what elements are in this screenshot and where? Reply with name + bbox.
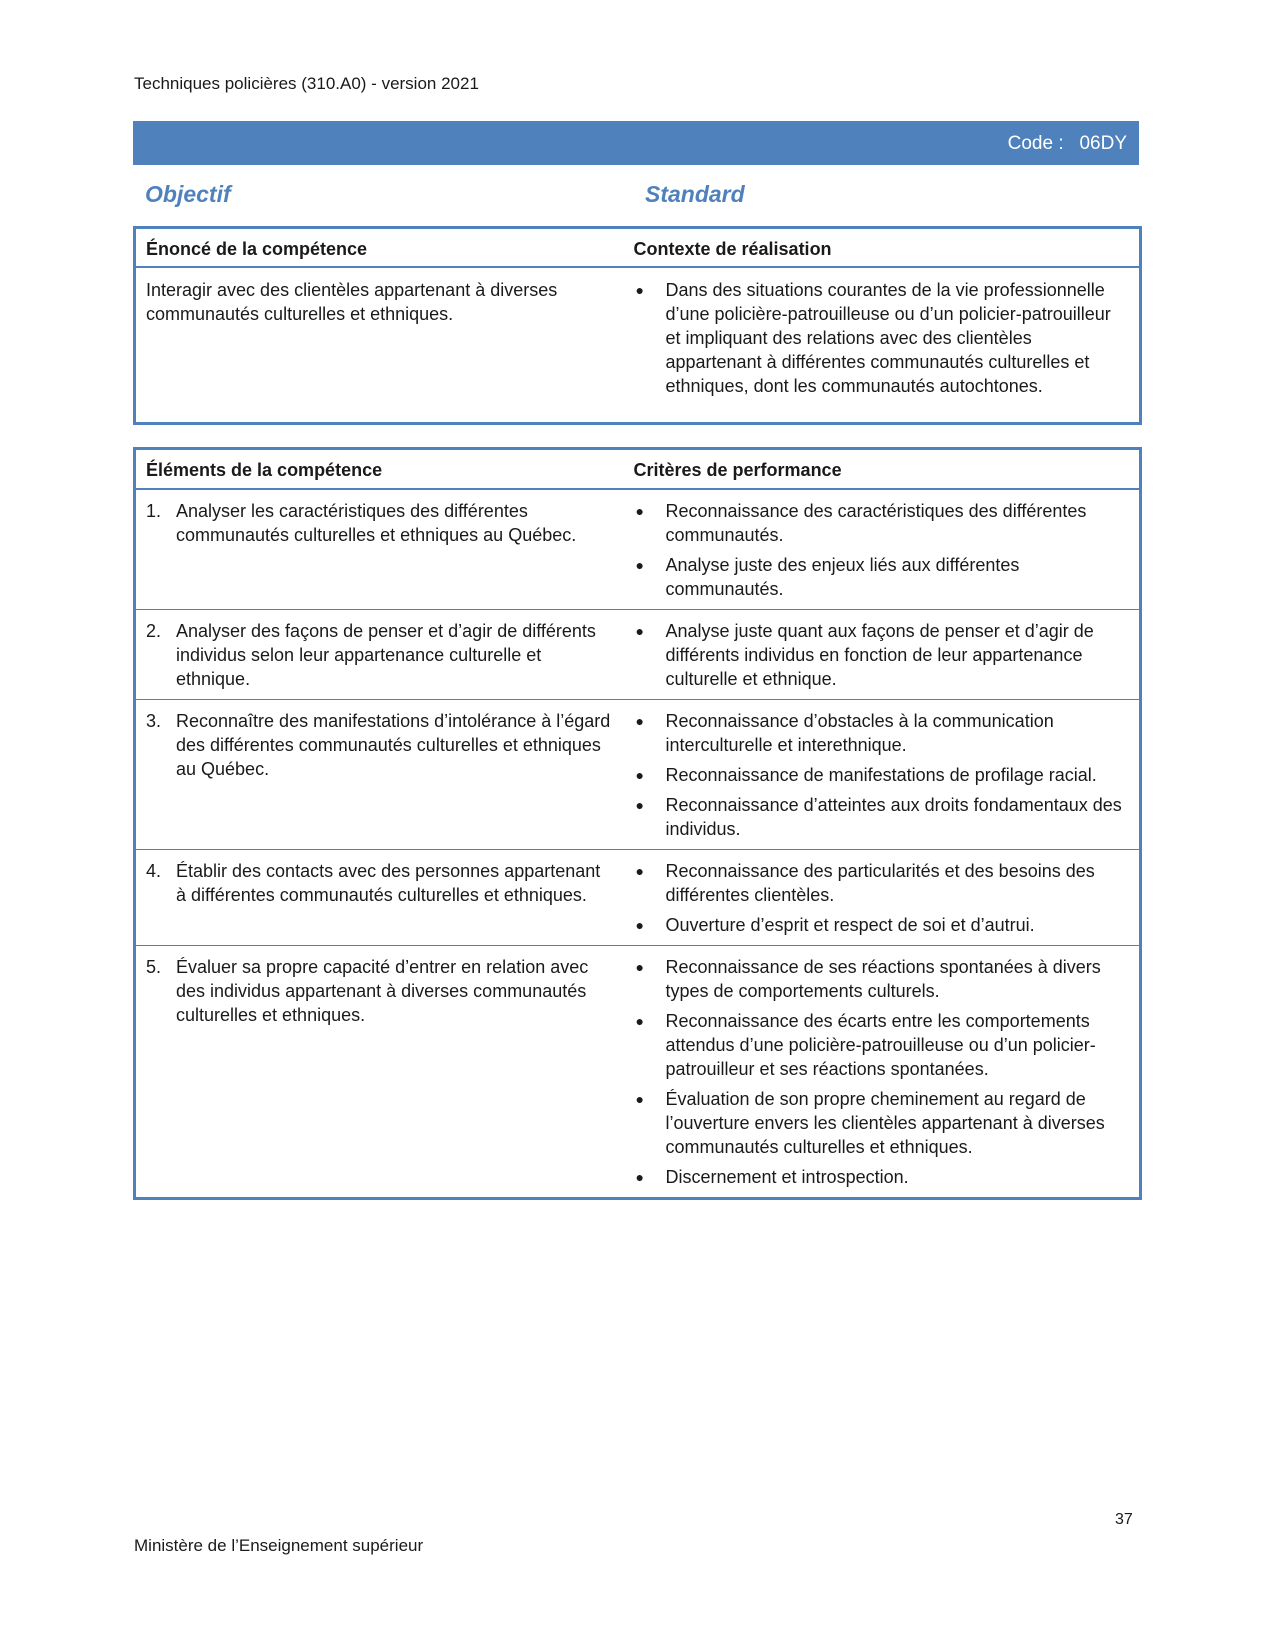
criterion-item [634, 619, 1130, 691]
standard-heading: Standard [645, 181, 745, 207]
element-number: 3. [146, 711, 162, 731]
bullet-icon: ● [635, 713, 644, 729]
document-footer: Ministère de l’Enseignement supérieur [134, 1536, 424, 1555]
bullet-icon: ● [635, 959, 644, 975]
criterion-item [634, 499, 1130, 547]
criterion-text: Analyse juste quant aux façons de penser et d’agir de différents individus en fonction de leur appartenance culturelle et ethnique. [665, 621, 1094, 689]
element-number: 4. [146, 861, 162, 881]
page-number: 37 [1115, 1511, 1133, 1528]
context-text: Dans des situations courantes de la vie professionnelle d’une policière-patrouilleuse ou d’un policier-patrouilleur et impliquant des relations avec des clientèles appartenant à différentes communautés culturelles et ethniques, dont les communautés autochtones. [665, 280, 1111, 396]
element-text: Évaluer sa propre capacité d’entrer en relation avec des individus appartenant à diverses communautés culturelles et ethniques. [176, 957, 589, 1025]
element-cell [135, 610, 624, 700]
bullet-icon: ● [635, 1013, 644, 1029]
criteria-cell [624, 946, 1141, 1199]
bullet-icon: ● [635, 557, 644, 573]
criterion-text: Analyse juste des enjeux liés aux différentes communautés. [665, 555, 1020, 599]
criterion-text: Reconnaissance d’obstacles à la communication interculturelle et interethnique. [665, 711, 1054, 755]
criterion-item [634, 1009, 1130, 1081]
criteria-cell [624, 489, 1141, 610]
code-value: 06DY [1079, 133, 1127, 154]
criterion-item [634, 1087, 1130, 1159]
criterion-text: Reconnaissance des caractéristiques des différentes communautés. [665, 501, 1087, 545]
criteria-cell [624, 610, 1141, 700]
bullet-icon: ● [635, 1091, 644, 1107]
criterion-item [634, 793, 1130, 841]
table-row [135, 700, 1141, 850]
context-item [634, 278, 1130, 398]
element-text: Établir des contacts avec des personnes appartenant à différentes communautés culturelles et ethniques. [176, 861, 601, 905]
element-text: Reconnaître des manifestations d’intolérance à l’égard des différentes communautés culturelles et ethniques au Québec. [176, 711, 611, 779]
criterion-item [634, 553, 1130, 601]
elements-column-header: Éléments de la compétence [135, 449, 624, 490]
objective-heading: Objectif [145, 181, 231, 207]
document-header: Techniques policières (310.A0) - version 2021 [134, 74, 479, 93]
criterion-text: Ouverture d’esprit et respect de soi et d’autrui. [665, 915, 1035, 935]
context-cell [624, 267, 1141, 424]
element-cell [135, 489, 624, 610]
bullet-icon: ● [635, 863, 644, 879]
code-label: Code : [1007, 133, 1064, 154]
bullet-icon: ● [635, 797, 644, 813]
criterion-text: Discernement et introspection. [665, 1167, 909, 1187]
bullet-icon: ● [635, 503, 644, 519]
section-headings [145, 181, 1135, 211]
table-row [135, 850, 1141, 946]
bullet-icon: ● [635, 917, 644, 933]
criterion-item [634, 859, 1130, 907]
element-number: 2. [146, 621, 162, 641]
criterion-text: Reconnaissance des particularités et des besoins des différentes clientèles. [665, 861, 1095, 905]
criterion-item [634, 913, 1130, 937]
criterion-text: Reconnaissance de ses réactions spontanées à divers types de comportements culturels. [665, 957, 1101, 1001]
competency-statement-table [133, 226, 1142, 425]
bullet-icon: ● [635, 282, 644, 298]
table-row [135, 489, 1141, 610]
context-column-header: Contexte de réalisation [624, 228, 1141, 268]
competency-elements-table [133, 447, 1142, 1200]
element-number: 1. [146, 501, 162, 521]
element-cell [135, 700, 624, 850]
element-text: Analyser des façons de penser et d’agir de différents individus selon leur appartenance culturelle et ethnique. [176, 621, 596, 689]
criterion-item [634, 955, 1130, 1003]
criterion-item [634, 709, 1130, 757]
criteria-cell [624, 850, 1141, 946]
bullet-icon: ● [635, 623, 644, 639]
criterion-item [634, 1165, 1130, 1189]
element-number: 5. [146, 957, 162, 977]
criterion-text: Évaluation de son propre cheminement au regard de l’ouverture envers les clientèles appartenant à diverses communautés culturelles et ethniques. [665, 1089, 1105, 1157]
competency-statement: Interagir avec des clientèles appartenant à diverses communautés culturelles et ethniques. [146, 280, 558, 324]
element-text: Analyser les caractéristiques des différentes communautés culturelles et ethniques au Québec. [176, 501, 577, 545]
criterion-text: Reconnaissance des écarts entre les comportements attendus d’une policière-patrouilleuse ou d’un policier-patrouilleur et ses réactions spontanées. [665, 1011, 1096, 1079]
element-cell [135, 946, 624, 1199]
criteria-cell [624, 700, 1141, 850]
element-cell [135, 850, 624, 946]
statement-column-header: Énoncé de la compétence [135, 228, 624, 268]
criterion-text: Reconnaissance de manifestations de profilage racial. [665, 765, 1097, 785]
criterion-text: Reconnaissance d’atteintes aux droits fondamentaux des individus. [665, 795, 1122, 839]
bullet-icon: ● [635, 767, 644, 783]
code-banner [133, 121, 1139, 165]
competency-code [1008, 133, 1127, 155]
criterion-item [634, 763, 1130, 787]
table-row [135, 610, 1141, 700]
bullet-icon: ● [635, 1169, 644, 1185]
table-row [135, 946, 1141, 1199]
criteria-column-header: Critères de performance [624, 449, 1141, 490]
